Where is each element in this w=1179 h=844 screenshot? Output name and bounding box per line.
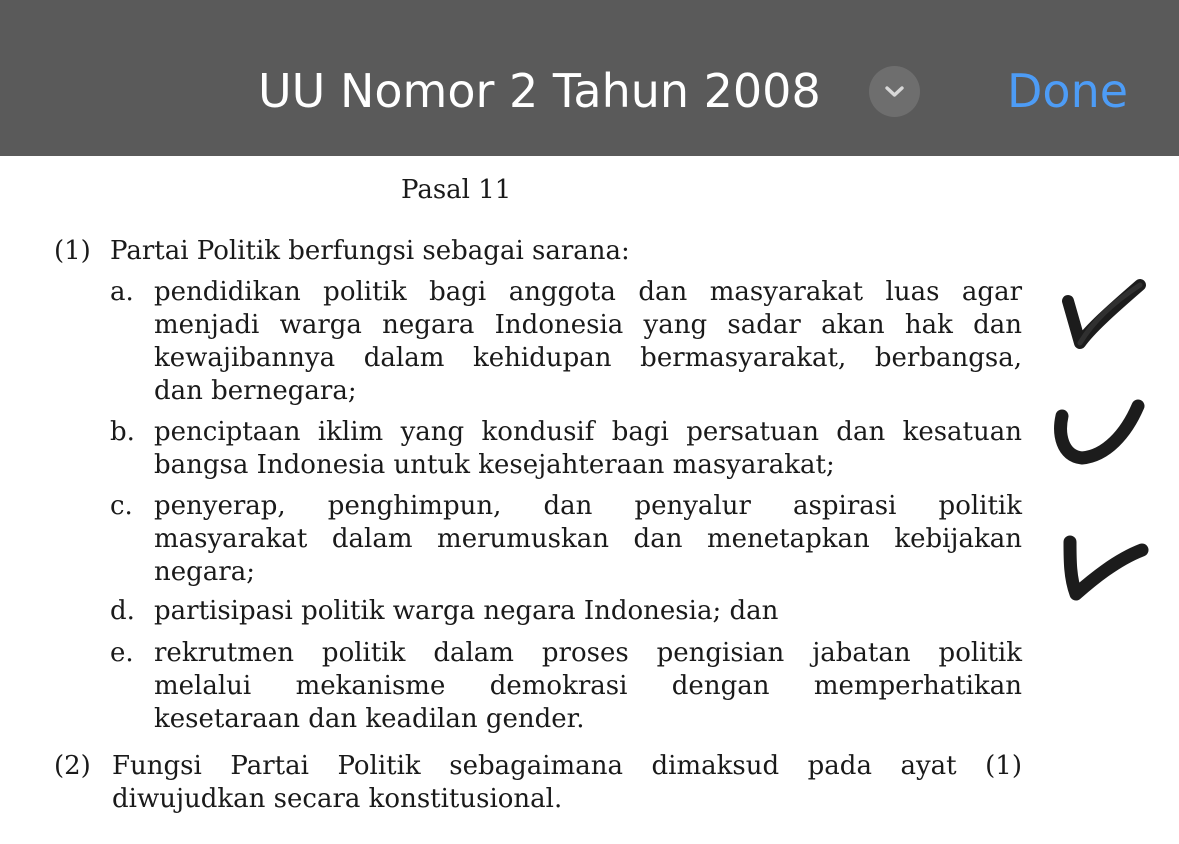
item-letter: e. [110, 638, 134, 668]
item-line: penciptaan iklim yang kondusif bagi persatuan dan kesatuan [154, 417, 1022, 447]
paragraph-number: (2) [54, 751, 91, 781]
checkmark-icon [1058, 271, 1148, 361]
paragraph-line: diwujudkan secara konstitusional. [112, 784, 563, 814]
done-button[interactable]: Done [1007, 64, 1129, 118]
item-line: partisipasi politik warga negara Indonesia; dan [154, 596, 779, 626]
item-line: rekrutmen politik dalam proses pengisian jabatan politik [154, 638, 1022, 668]
item-line: menjadi warga negara Indonesia yang sadar akan hak dan [154, 310, 1022, 340]
paragraph-text: Partai Politik berfungsi sebagai sarana: [110, 236, 630, 266]
item-line: masyarakat dalam merumuskan dan menetapkan kebijakan [154, 524, 1022, 554]
paragraph-line: Fungsi Partai Politik sebagaimana dimaksud pada ayat (1) [112, 751, 1022, 781]
title-bar [0, 0, 1179, 156]
item-line: penyerap, penghimpun, dan penyalur aspirasi politik [154, 491, 1022, 521]
item-letter: a. [110, 277, 134, 307]
item-letter: d. [110, 596, 135, 626]
document-title[interactable]: UU Nomor 2 Tahun 2008 [258, 64, 821, 118]
chevron-down-icon [883, 82, 906, 101]
checkmark-icon [1058, 530, 1153, 610]
item-letter: c. [110, 491, 133, 521]
title-menu-button[interactable] [869, 66, 920, 117]
paragraph-number: (1) [54, 236, 91, 266]
checkmark-icon [1050, 392, 1150, 477]
item-letter: b. [110, 417, 135, 447]
item-line: negara; [154, 557, 255, 587]
item-line: dan bernegara; [154, 376, 357, 406]
article-heading: Pasal 11 [401, 175, 512, 205]
item-line: pendidikan politik bagi anggota dan masyarakat luas agar [154, 277, 1022, 307]
document-page [0, 156, 1179, 844]
item-line: kewajibannya dalam kehidupan bermasyarakat, berbangsa, [154, 343, 1022, 373]
item-line: bangsa Indonesia untuk kesejahteraan masyarakat; [154, 450, 835, 480]
item-line: melalui mekanisme demokrasi dengan memperhatikan [154, 671, 1022, 701]
item-line: kesetaraan dan keadilan gender. [154, 704, 585, 734]
